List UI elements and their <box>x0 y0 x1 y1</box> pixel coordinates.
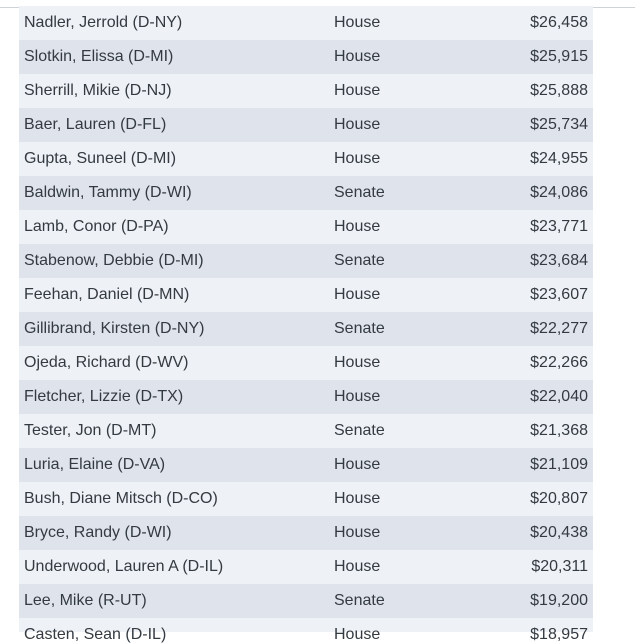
member-name-cell: Slotkin, Elissa (D-MI) <box>24 48 174 65</box>
amount-cell: $25,734 <box>530 116 588 133</box>
chamber-cell: Senate <box>334 252 385 269</box>
amount-cell: $25,915 <box>530 48 588 65</box>
member-name-cell: Bush, Diane Mitsch (D-CO) <box>24 490 218 507</box>
amount-cell: $23,771 <box>530 218 588 235</box>
table-row <box>19 244 593 278</box>
chamber-cell: House <box>334 150 381 167</box>
amount-cell: $24,955 <box>530 150 588 167</box>
amount-cell: $21,368 <box>530 422 588 439</box>
member-name-cell: Lee, Mike (R-UT) <box>24 592 147 609</box>
table-row <box>19 40 593 74</box>
table-row <box>19 618 593 643</box>
chamber-cell: House <box>334 626 381 643</box>
chamber-cell: House <box>334 456 381 473</box>
table-row <box>19 346 593 380</box>
table-row <box>19 278 593 312</box>
table-row <box>19 312 593 346</box>
amount-cell: $20,311 <box>531 558 588 575</box>
table-row <box>19 176 593 210</box>
amount-cell: $23,684 <box>530 252 588 269</box>
amount-cell: $22,040 <box>530 388 588 405</box>
member-name-cell: Feehan, Daniel (D-MN) <box>24 286 190 303</box>
amount-cell: $23,607 <box>530 286 588 303</box>
amount-cell: $26,458 <box>530 14 588 31</box>
chamber-cell: Senate <box>334 422 385 439</box>
table-row <box>19 108 593 142</box>
amount-cell: $20,438 <box>530 524 588 541</box>
member-name-cell: Nadler, Jerrold (D-NY) <box>24 14 183 31</box>
amount-cell: $18,957 <box>530 626 588 643</box>
table-row <box>19 6 593 40</box>
chamber-cell: House <box>334 354 381 371</box>
chamber-cell: House <box>334 524 381 541</box>
table-row <box>19 550 593 584</box>
chamber-cell: House <box>334 218 381 235</box>
member-name-cell: Bryce, Randy (D-WI) <box>24 524 172 541</box>
amount-cell: $22,266 <box>530 354 588 371</box>
chamber-cell: House <box>334 490 381 507</box>
chamber-cell: House <box>334 388 381 405</box>
table-row <box>19 210 593 244</box>
amount-cell: $20,807 <box>530 490 588 507</box>
table-row <box>19 482 593 516</box>
chamber-cell: House <box>334 14 381 31</box>
table-row <box>19 414 593 448</box>
table-row <box>19 74 593 108</box>
contributions-table <box>19 6 593 643</box>
member-name-cell: Baldwin, Tammy (D-WI) <box>24 184 192 201</box>
member-name-cell: Stabenow, Debbie (D-MI) <box>24 252 204 269</box>
amount-cell: $19,200 <box>530 592 588 609</box>
member-name-cell: Casten, Sean (D-IL) <box>24 626 167 643</box>
member-name-cell: Gupta, Suneel (D-MI) <box>24 150 177 167</box>
chamber-cell: Senate <box>334 592 385 609</box>
table-row <box>19 516 593 550</box>
chamber-cell: House <box>334 48 381 65</box>
table-row <box>19 584 593 618</box>
member-name-cell: Baer, Lauren (D-FL) <box>24 116 167 133</box>
table-row <box>19 380 593 414</box>
chamber-cell: House <box>334 82 381 99</box>
member-name-cell: Luria, Elaine (D-VA) <box>24 456 166 473</box>
chamber-cell: House <box>334 286 381 303</box>
table-row <box>19 448 593 482</box>
chamber-cell: Senate <box>334 184 385 201</box>
member-name-cell: Lamb, Conor (D-PA) <box>24 218 169 235</box>
member-name-cell: Ojeda, Richard (D-WV) <box>24 354 189 371</box>
member-name-cell: Sherrill, Mikie (D-NJ) <box>24 82 172 99</box>
chamber-cell: House <box>334 558 381 575</box>
member-name-cell: Fletcher, Lizzie (D-TX) <box>24 388 184 405</box>
chamber-cell: Senate <box>334 320 385 337</box>
amount-cell: $22,277 <box>530 320 588 337</box>
member-name-cell: Underwood, Lauren A (D-IL) <box>24 558 224 575</box>
table-row <box>19 142 593 176</box>
amount-cell: $24,086 <box>530 184 588 201</box>
amount-cell: $21,109 <box>530 456 588 473</box>
member-name-cell: Tester, Jon (D-MT) <box>24 422 157 439</box>
chamber-cell: House <box>334 116 381 133</box>
amount-cell: $25,888 <box>530 82 588 99</box>
member-name-cell: Gillibrand, Kirsten (D-NY) <box>24 320 205 337</box>
